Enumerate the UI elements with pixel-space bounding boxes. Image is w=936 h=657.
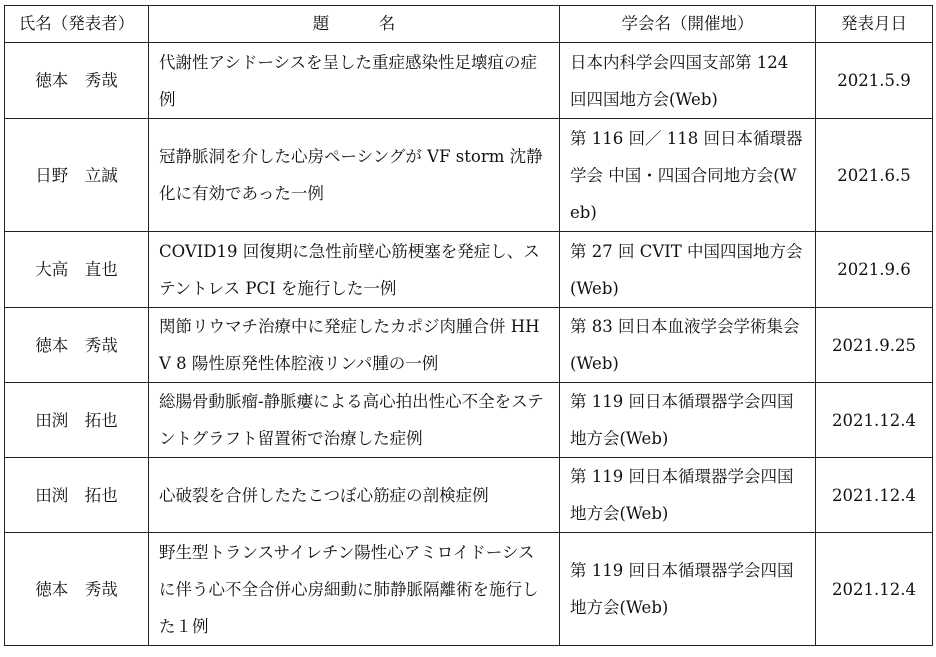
presentation-title: 総腸骨動脈瘤-静脈瘻による高心拍出性心不全をステントグラフト留置術で治療した症例	[149, 383, 560, 458]
presentation-date: 2021.9.6	[816, 232, 933, 308]
header-society: 学会名（開催地）	[560, 6, 816, 43]
table-row	[5, 458, 933, 533]
presentation-date: 2021.12.4	[816, 458, 933, 533]
table-row	[5, 232, 933, 308]
presentation-title: 心破裂を合併したたこつぼ心筋症の剖検症例	[149, 458, 560, 533]
society-name: 第 119 回日本循環器学会四国地方会(Web)	[560, 383, 816, 458]
presentation-date: 2021.6.5	[816, 119, 933, 232]
table-body	[5, 43, 933, 646]
presentation-date: 2021.12.4	[816, 383, 933, 458]
presenter-name: 徳本 秀哉	[5, 533, 149, 646]
presenter-name: 大高 直也	[5, 232, 149, 308]
table-row	[5, 43, 933, 119]
presenter-name: 田渕 拓也	[5, 458, 149, 533]
presentation-title: COVID19 回復期に急性前壁心筋梗塞を発症し、ステントレス PCI を施行した一例	[149, 232, 560, 308]
table-row	[5, 533, 933, 646]
table-header	[5, 6, 933, 43]
society-name: 第 119 回日本循環器学会四国地方会(Web)	[560, 533, 816, 646]
society-name: 日本内科学会四国支部第 124 回四国地方会(Web)	[560, 43, 816, 119]
society-name: 第 27 回 CVIT 中国四国地方会(Web)	[560, 232, 816, 308]
presenter-name: 日野 立誠	[5, 119, 149, 232]
presentation-date: 2021.9.25	[816, 308, 933, 383]
table-row	[5, 308, 933, 383]
society-name: 第 119 回日本循環器学会四国地方会(Web)	[560, 458, 816, 533]
presenter-name: 徳本 秀哉	[5, 308, 149, 383]
presentation-title: 代謝性アシドーシスを呈した重症感染性足壊疽の症例	[149, 43, 560, 119]
presentation-table	[4, 5, 933, 646]
header-name: 氏名（発表者）	[5, 6, 149, 43]
presentation-date: 2021.12.4	[816, 533, 933, 646]
table-row	[5, 119, 933, 232]
presentation-title: 野生型トランスサイレチン陽性心アミロイドーシスに伴う心不全合併心房細動に肺静脈隔離術を施行した１例	[149, 533, 560, 646]
header-row	[5, 6, 933, 43]
header-date: 発表月日	[816, 6, 933, 43]
presentation-title: 冠静脈洞を介した心房ペーシングが VF storm 沈静化に有効であった一例	[149, 119, 560, 232]
table-row	[5, 383, 933, 458]
presentation-date: 2021.5.9	[816, 43, 933, 119]
society-name: 第 116 回／ 118 回日本循環器学会 中国・四国合同地方会(Web)	[560, 119, 816, 232]
presentation-title: 関節リウマチ治療中に発症したカポジ肉腫合併 HHV 8 陽性原発性体腔液リンパ腫の一例	[149, 308, 560, 383]
header-title: 題 名	[149, 6, 560, 43]
presenter-name: 田渕 拓也	[5, 383, 149, 458]
presenter-name: 徳本 秀哉	[5, 43, 149, 119]
society-name: 第 83 回日本血液学会学術集会(Web)	[560, 308, 816, 383]
